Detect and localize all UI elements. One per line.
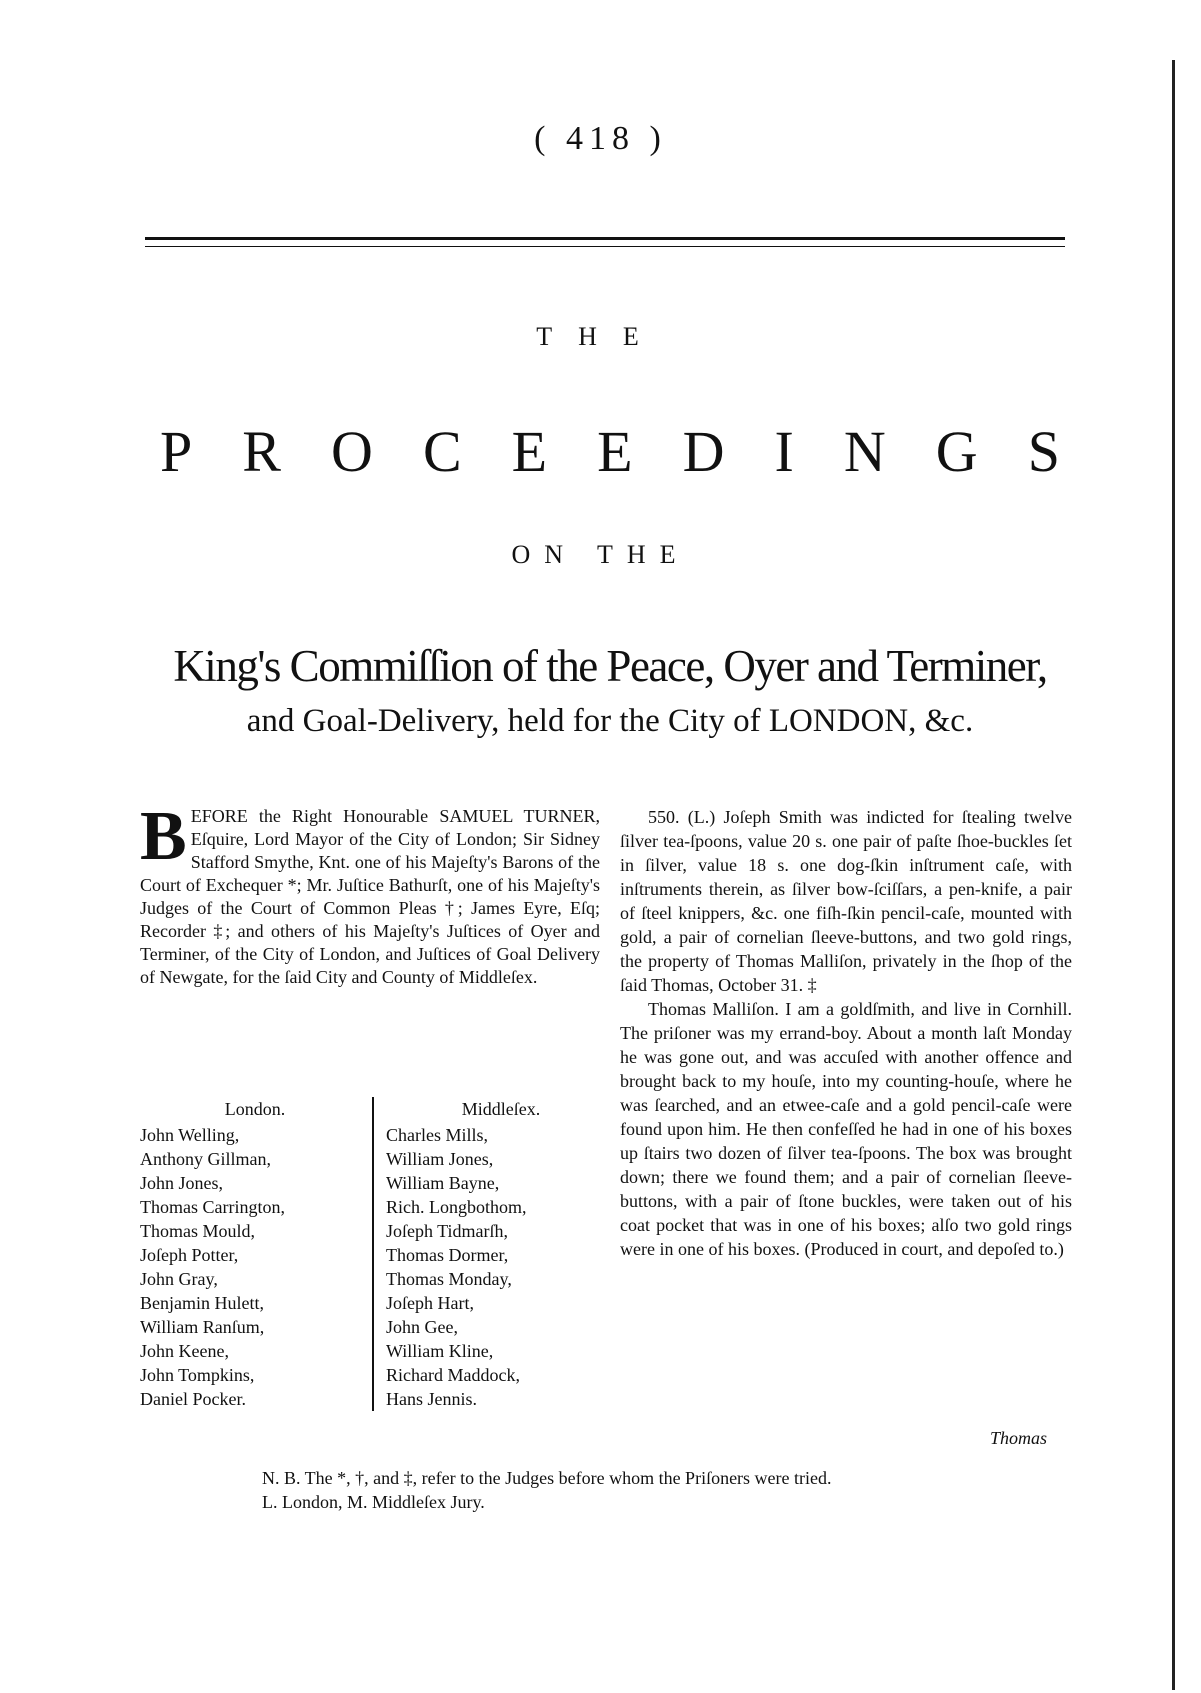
juror-name: William Bayne, — [386, 1173, 500, 1193]
juror-name: Thomas Carrington, — [140, 1197, 285, 1217]
proceedings-letter: E — [511, 419, 548, 484]
juror-name: John Gray, — [140, 1269, 218, 1289]
juror-name: William Kline, — [386, 1341, 494, 1361]
juror-name: John Keene, — [140, 1341, 229, 1361]
drop-cap: B — [140, 798, 187, 875]
juror-name: John Jones, — [140, 1173, 224, 1193]
middlesex-jury-heading: Middleſex. — [461, 1099, 541, 1119]
heading-the: THE — [536, 322, 665, 351]
juror-name: Rich. Longbothom, — [386, 1197, 527, 1217]
case-indictment: 550. (L.) Joſeph Smith was indicted for ſtealing twelve ſilver tea-ſpoons, value 20 s. one pair of paſte ſhoe-buckles ſet in ſilver, value 18 s. one dog-ſkin inſtrument caſe, with inſtruments therein, as ſilver bow-ſciſſars, a pen-knife, a pair of ſteel knippers, &c. one fiſh-ſkin pencil-caſe, mounted with gold, a pair of cornelian ſleeve-buttons, and two gold rings, the property of Thomas Malliſon, privately in the ſhop of the ſaid Thomas, October 31. ‡ — [620, 807, 1072, 995]
catchword: Thomas — [990, 1428, 1048, 1448]
proceedings-letter: R — [242, 419, 281, 484]
proceedings-letter: N — [843, 419, 886, 484]
juror-name: Thomas Mould, — [140, 1221, 255, 1241]
footnote — [262, 1466, 1022, 1514]
proceedings-letter: C — [422, 419, 462, 484]
title-line-2: and Goal-Delivery, held for the City of LONDON, &c. — [246, 703, 974, 739]
header-rule-thick — [145, 237, 1065, 240]
middlesex-jury — [372, 1097, 616, 1411]
footnote-line-1: N. B. The *, †, and ‡, refer to the Judges before whom the Priſoners were tried. — [262, 1468, 832, 1488]
footnote-line-2: L. London, M. Middleſex Jury. — [262, 1492, 485, 1512]
juror-name: John Welling, — [140, 1125, 240, 1145]
juror-name: Richard Maddock, — [386, 1365, 520, 1385]
intro-paragraph — [140, 798, 600, 989]
intro-text: EFORE the Right Honourable SAMUEL TURNER, Eſquire, Lord Mayor of the City of London; Sir Sidney Stafford Smythe, Knt. one of his Majeſty's Barons of the Court of Exchequer *; Mr. Juſtice Bathurſt, one of his Majeſty's Judges of the Court of Common Pleas †; James Eyre, Eſq; Recorder ‡; and others of his Majeſty's Juſtices of Oyer and Terminer, of the City of London, and Juſtices of Goal Delivery of Newgate, for the ſaid City and County of Middleſex. — [140, 806, 600, 987]
juror-name: Thomas Dormer, — [386, 1245, 509, 1265]
juror-name: Thomas Monday, — [386, 1269, 512, 1289]
juror-name: Hans Jennis. — [386, 1389, 477, 1409]
proceedings-letter: G — [935, 419, 978, 484]
juror-name: Joſeph Potter, — [140, 1245, 239, 1265]
proceedings-letter: I — [774, 419, 794, 484]
case-testimony: Thomas Malliſon. I am a goldſmith, and live in Cornhill. The priſoner was my errand-boy. About a month laſt Monday he was gone out, and was accuſed with another offence and brought back to my houſe, into my counting-houſe, where he was ſearched, and an etwee-caſe and a gold pencil-caſe were found upon him. He then confeſſed he had in one of his boxes up ſtairs two dozen of ſilver tea-ſpoons. The box was brought down; there we found them; and a pair of cornelian ſleeve-buttons, with a pair of ſtone buckles, were taken out of his coat pocket that was in one of his boxes; alſo two gold rings were in one of his boxes. (Produced in court, and depoſed to.) — [620, 999, 1072, 1259]
juror-name: Joſeph Tidmarſh, — [386, 1221, 509, 1241]
juror-name: Benjamin Hulett, — [140, 1293, 264, 1313]
proceedings-letter: P — [160, 419, 193, 484]
proceedings-letter: O — [331, 419, 373, 484]
case-column — [620, 805, 1072, 1261]
proceedings-letter: D — [682, 419, 725, 484]
juror-name: Charles Mills, — [386, 1125, 488, 1145]
heading-proceedings — [160, 418, 1060, 485]
juror-name: John Tompkins, — [140, 1365, 255, 1385]
page-edge-line — [1172, 60, 1175, 1690]
juror-name: William Ranſum, — [140, 1317, 265, 1337]
london-jury-heading: London. — [224, 1099, 286, 1119]
heading-on-the: ON THE — [511, 540, 690, 569]
proceedings-letter: E — [597, 419, 633, 484]
juror-name: Daniel Pocker. — [140, 1389, 246, 1409]
page-number: ( 418 ) — [534, 120, 667, 157]
juror-name: Joſeph Hart, — [386, 1293, 474, 1313]
juror-name: Anthony Gillman, — [140, 1149, 271, 1169]
juror-name: William Jones, — [386, 1149, 494, 1169]
proceedings-letter: S — [1027, 419, 1060, 484]
title-line-1: King's Commiſſion of the Peace, Oyer and Terminer, — [173, 641, 1047, 691]
juror-name: John Gee, — [386, 1317, 458, 1337]
header-rule-thin — [145, 246, 1065, 247]
london-jury — [140, 1097, 370, 1411]
